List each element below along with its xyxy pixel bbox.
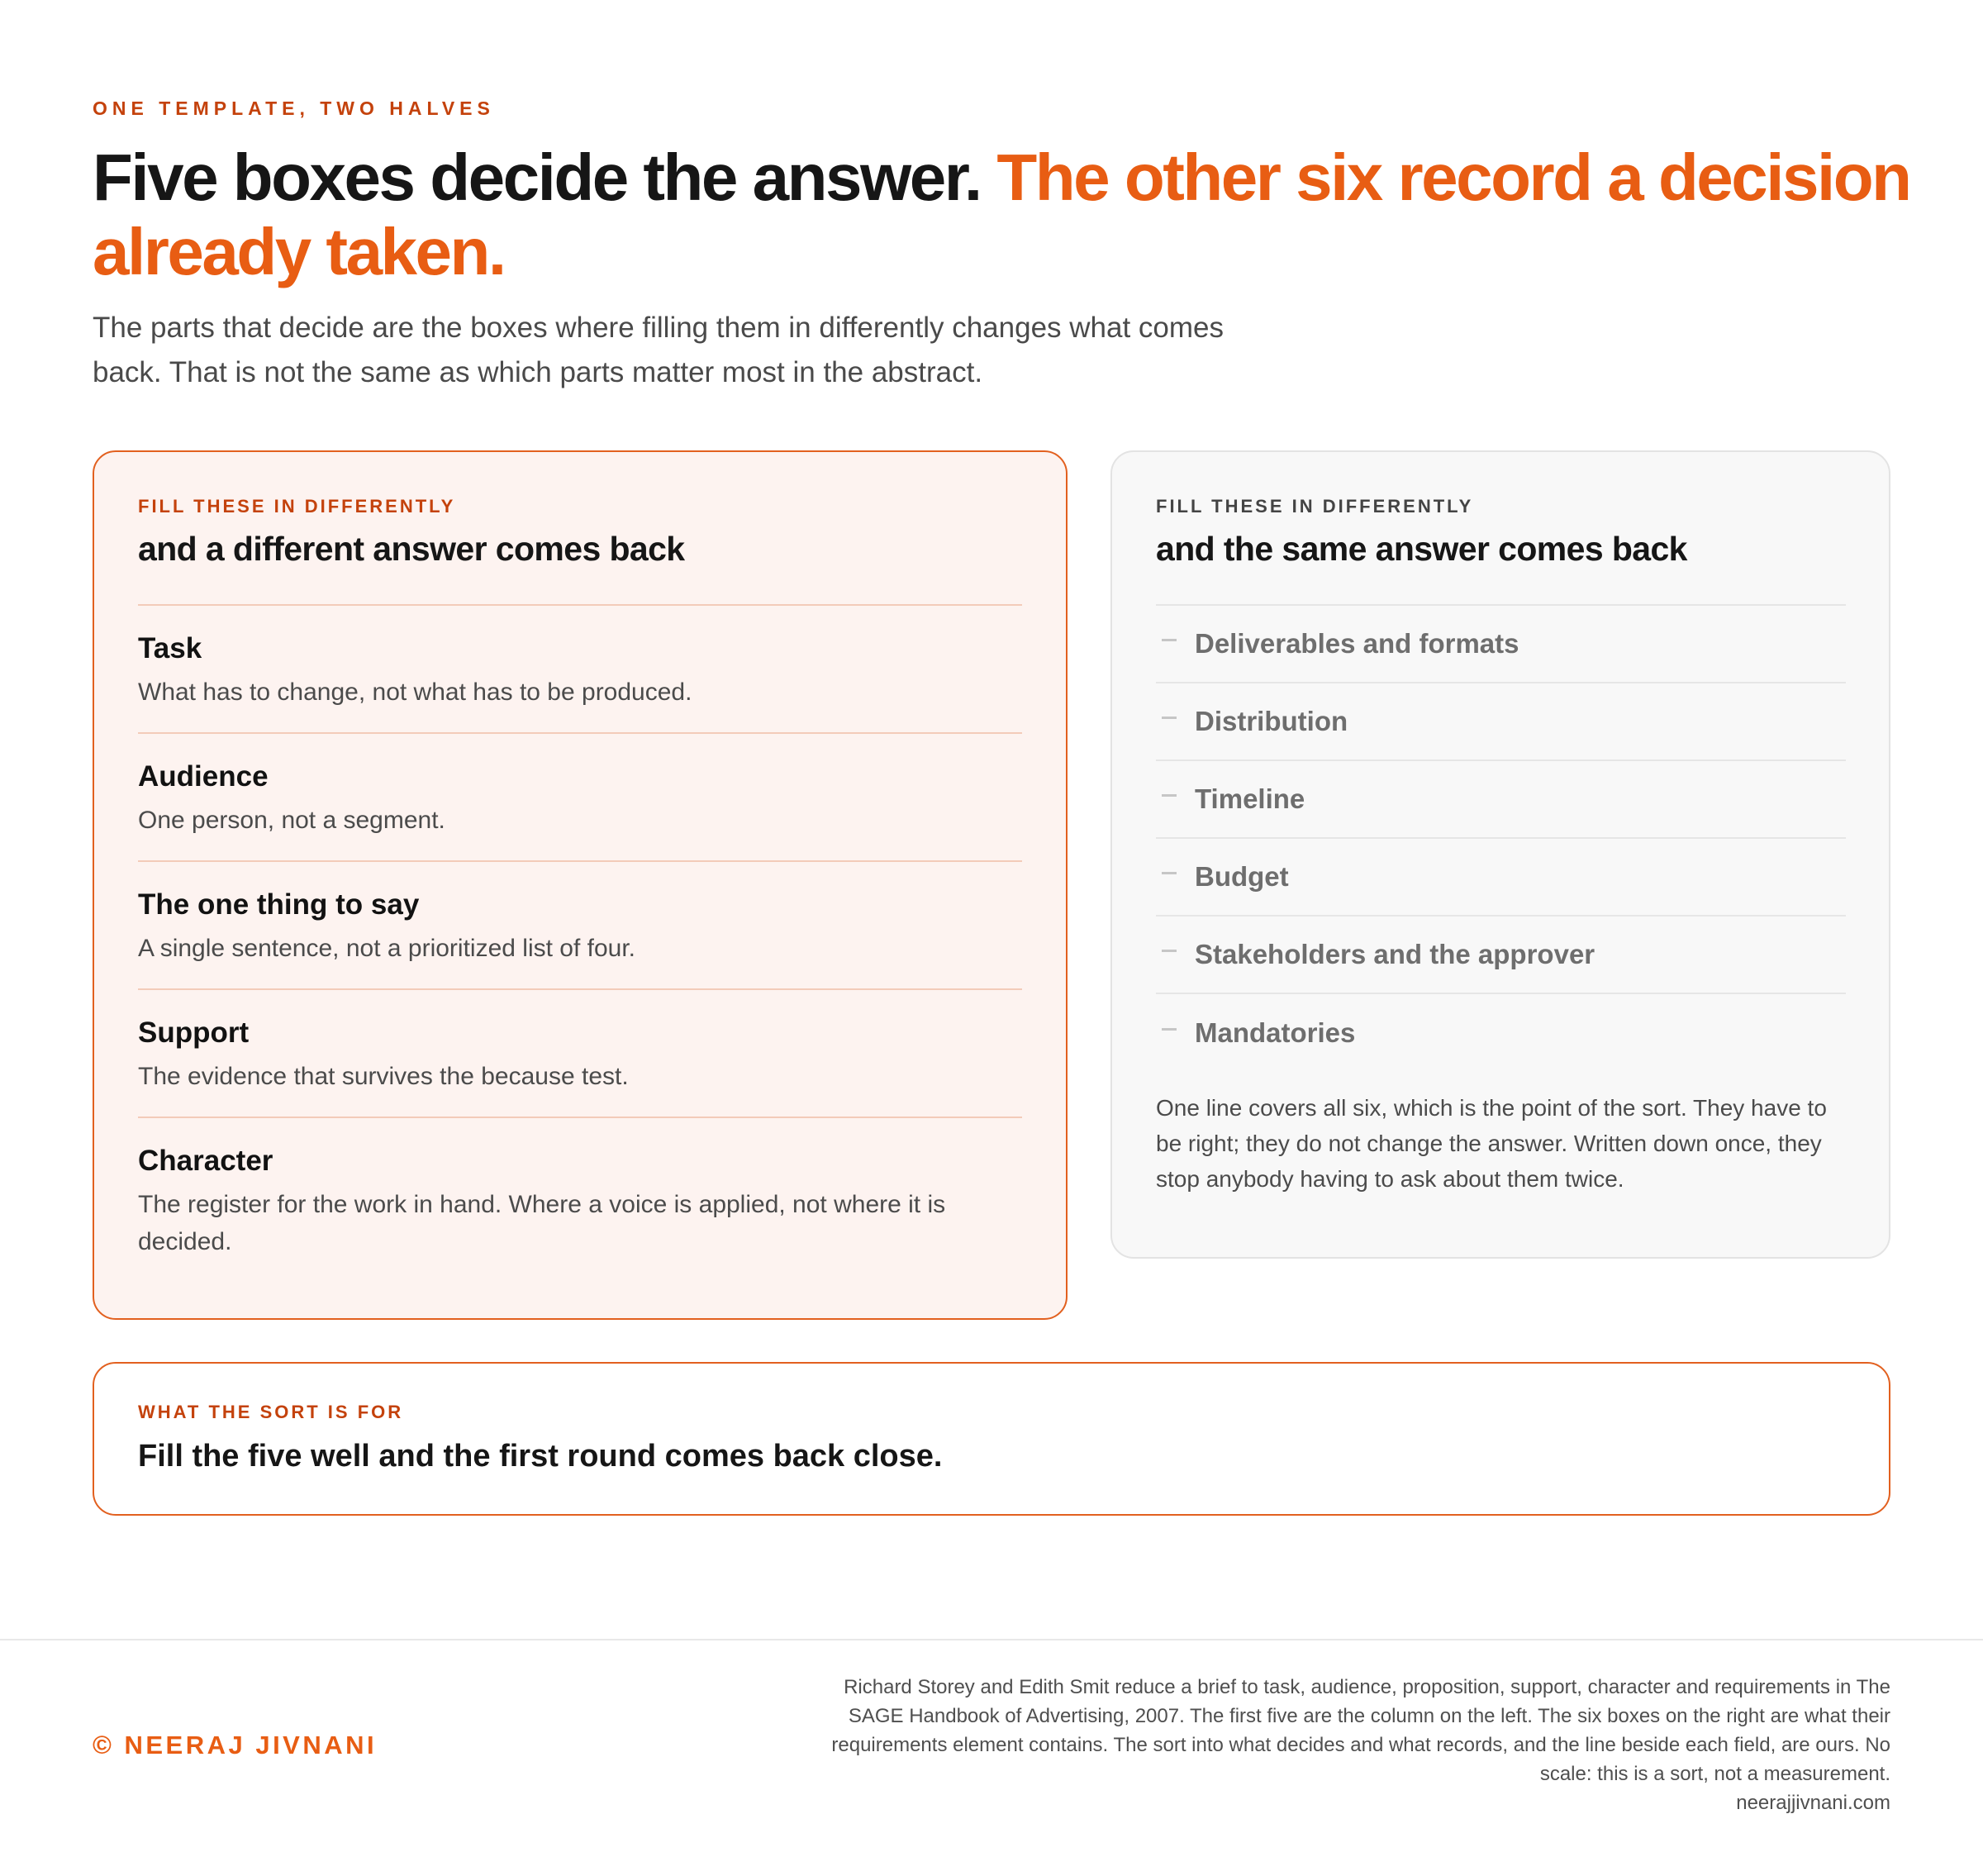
footer-source-note — [792, 1673, 1890, 1817]
field-character — [138, 1118, 1022, 1282]
record-fields-card — [1110, 450, 1890, 1259]
list-item — [1156, 917, 1846, 994]
field-title: Audience — [138, 760, 269, 793]
list-item-label: Stakeholders and the approver — [1195, 939, 1595, 969]
field-one-thing — [138, 862, 1022, 990]
footer-divider — [0, 1639, 1983, 1640]
field-support — [138, 990, 1022, 1118]
field-task — [138, 606, 1022, 734]
dash-icon — [1162, 950, 1177, 952]
dash-icon — [1162, 794, 1177, 797]
list-item-label: Timeline — [1195, 783, 1305, 814]
field-title: Character — [138, 1145, 273, 1177]
list-item-label: Deliverables and formats — [1195, 628, 1519, 659]
list-item — [1156, 994, 1846, 1072]
card-kicker: WHAT THE SORT IS FOR — [138, 1402, 404, 1422]
copyright-credit: © NEERAJ JIVNANI — [93, 1731, 378, 1759]
field-description: The register for the work in hand. Where a voice is applied, not where it is decided. — [138, 1191, 946, 1255]
site-link[interactable]: neerajjivnani.com — [1736, 1792, 1890, 1814]
card-kicker: FILL THESE IN DIFFERENTLY — [138, 496, 456, 517]
list-item — [1156, 606, 1846, 683]
dash-icon — [1162, 872, 1177, 874]
field-title: Task — [138, 632, 202, 664]
dash-icon — [1162, 717, 1177, 719]
source-note-text: Richard Storey and Edith Smit reduce a brief to task, audience, proposition, support, character and requirements in The SAGE Handbook of Advertising, 2007. The first five are the column on the left. The six boxes on the right are what their requirements element contains. The sort into what decides and what records, and the line beside each field, are ours. No scale: this is a sort, not a measurement. — [831, 1676, 1890, 1785]
list-item — [1156, 839, 1846, 917]
list-item-label: Mandatories — [1195, 1017, 1356, 1048]
list-item — [1156, 761, 1846, 839]
field-title: The one thing to say — [138, 888, 420, 921]
field-description: One person, not a segment. — [138, 807, 445, 834]
decisive-fields-card — [93, 450, 1068, 1320]
dash-icon — [1162, 1028, 1177, 1031]
field-description: What has to change, not what has to be produced. — [138, 679, 692, 706]
list-item-label: Budget — [1195, 861, 1289, 892]
headline-accent: The other six record a decision already taken. — [93, 140, 1910, 288]
page-title — [93, 140, 1910, 289]
record-list — [1156, 606, 1846, 1072]
summary-card — [93, 1362, 1890, 1516]
card-note: One line covers all six, which is the point of the sort. They have to be right; they do not change the answer. Written down once, they stop anybody having to ask about them twice. — [1156, 1095, 1827, 1192]
card-heading: and the same answer comes back — [1156, 528, 1846, 606]
list-item-label: Distribution — [1195, 706, 1348, 736]
card-heading: and a different answer comes back — [138, 528, 1022, 606]
headline-lead: Five boxes decide the answer. — [93, 140, 981, 214]
list-item — [1156, 683, 1846, 761]
dash-icon — [1162, 639, 1177, 641]
subtitle: The parts that decide are the boxes where filling them in differently changes what comes back. That is not the same as which parts matter most in the abstract. — [93, 312, 1224, 388]
field-audience — [138, 734, 1022, 862]
eyebrow: ONE TEMPLATE, TWO HALVES — [93, 98, 495, 119]
summary-text: Fill the five well and the first round comes back close. — [138, 1439, 943, 1474]
field-description: The evidence that survives the because test. — [138, 1063, 629, 1090]
field-description: A single sentence, not a prioritized list of four. — [138, 935, 636, 962]
field-title: Support — [138, 1017, 250, 1049]
card-kicker: FILL THESE IN DIFFERENTLY — [1156, 496, 1474, 517]
